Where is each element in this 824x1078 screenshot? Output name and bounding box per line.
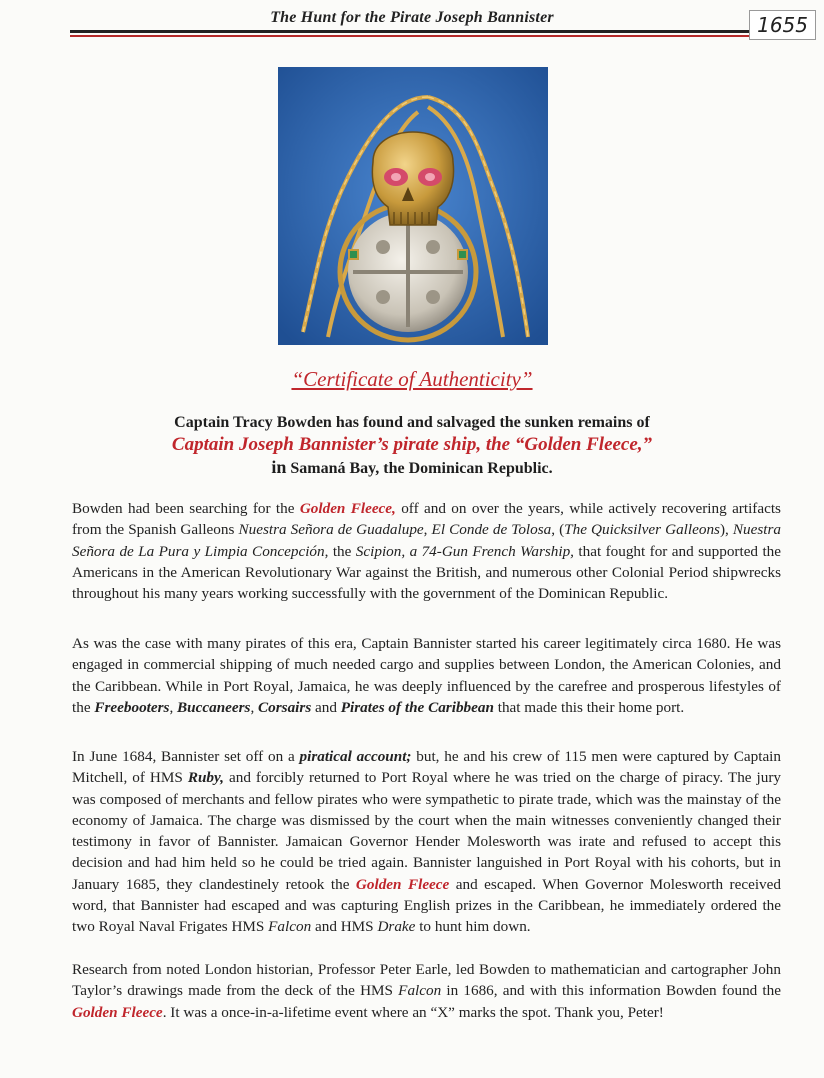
intro-line-1: Captain Tracy Bowden has found and salvaged the sunken remains of — [174, 414, 650, 431]
header-rule-red — [70, 35, 764, 37]
intro-line-3-rest: Samaná Bay, the Dominican Republic. — [290, 460, 553, 477]
certificate-title: “Certificate of Authenticity” — [291, 367, 533, 391]
paragraph-piracy-trial: In June 1684, Bannister set off on a piratical account; but, he and his crew of 115 men were captured by Captain Mitchell, of HMS Ruby, and forcibly returned to Port Royal where he was tried on the charge of piracy. The jury was composed of merchants and fellow pirates who were sympathetic to pirate trade, which was the mainstay of the economy of Jamaica. The charge was dismissed by the court when the main witnesses conveniently changed their testimony in favor of Bannister. Jamaican Governor Hender Molesworth was irate and refused to accept this decision and had him held so he could be tried again. Bannister languished in Port Royal with his cohorts, but in January 1685, they clandestinely retook the Golden Fleece and escaped. When Governor Molesworth received word, that Bannister had escaped and was capturing English prizes in the Caribbean, he immediately ordered the two Royal Naval Frigates HMS Falcon and HMS Drake to hunt him down. — [72, 748, 782, 936]
skull-coin-pendant-photo — [278, 67, 548, 345]
intro-line-3 — [0, 456, 824, 480]
header-rule-dark — [70, 30, 764, 33]
paragraph-research: Research from noted London historian, Professor Peter Earle, led Bowden to mathematician and cartographer John Taylor’s drawings made from the deck of the HMS Falcon in 1686, and with this information Bowden found the Golden Fleece. It was a once-in-a-lifetime event where an “X” marks the spot. Thank you, Peter! — [72, 961, 781, 1021]
paragraph-bannister-career: As was the case with many pirates of this era, Captain Bannister started his career legitimately circa 1680. He was engaged in commercial shipping of much needed cargo and supplies between London, the American Colonies, and the Caribbean. While in Port Royal, Jamaica, he was deeply influenced by the carefree and prosperous lifestyles of the Freebooters, Buccaneers, Corsairs and Pirates of the Caribbean that made this their home port. — [72, 635, 781, 716]
intro-line-3-in: in — [271, 457, 287, 477]
intro-line-2: Captain Joseph Bannister’s pirate ship, the “Golden Fleece,” — [171, 434, 653, 455]
handwritten-page-number: 1655 — [749, 10, 816, 40]
paragraph-bowden-search: Bowden had been searching for the Golden Fleece, off and on over the years, while actively recovering artifacts from the Spanish Galleons Nuestra Señora de Guadalupe, El Conde de Tolosa, (The Quicksilver Galleons), Nuestra Señora de La Pura y Limpia Concepción, the Scipion, a 74-Gun French Warship, that fought for and supported the Americans in the American Revolutionary War against the British, and numerous other Colonial Period shipwrecks throughout his many years working successfully with the government of the Dominican Republic. — [72, 500, 781, 603]
intro-statement — [0, 412, 824, 480]
header-title: The Hunt for the Pirate Joseph Bannister — [270, 9, 554, 26]
